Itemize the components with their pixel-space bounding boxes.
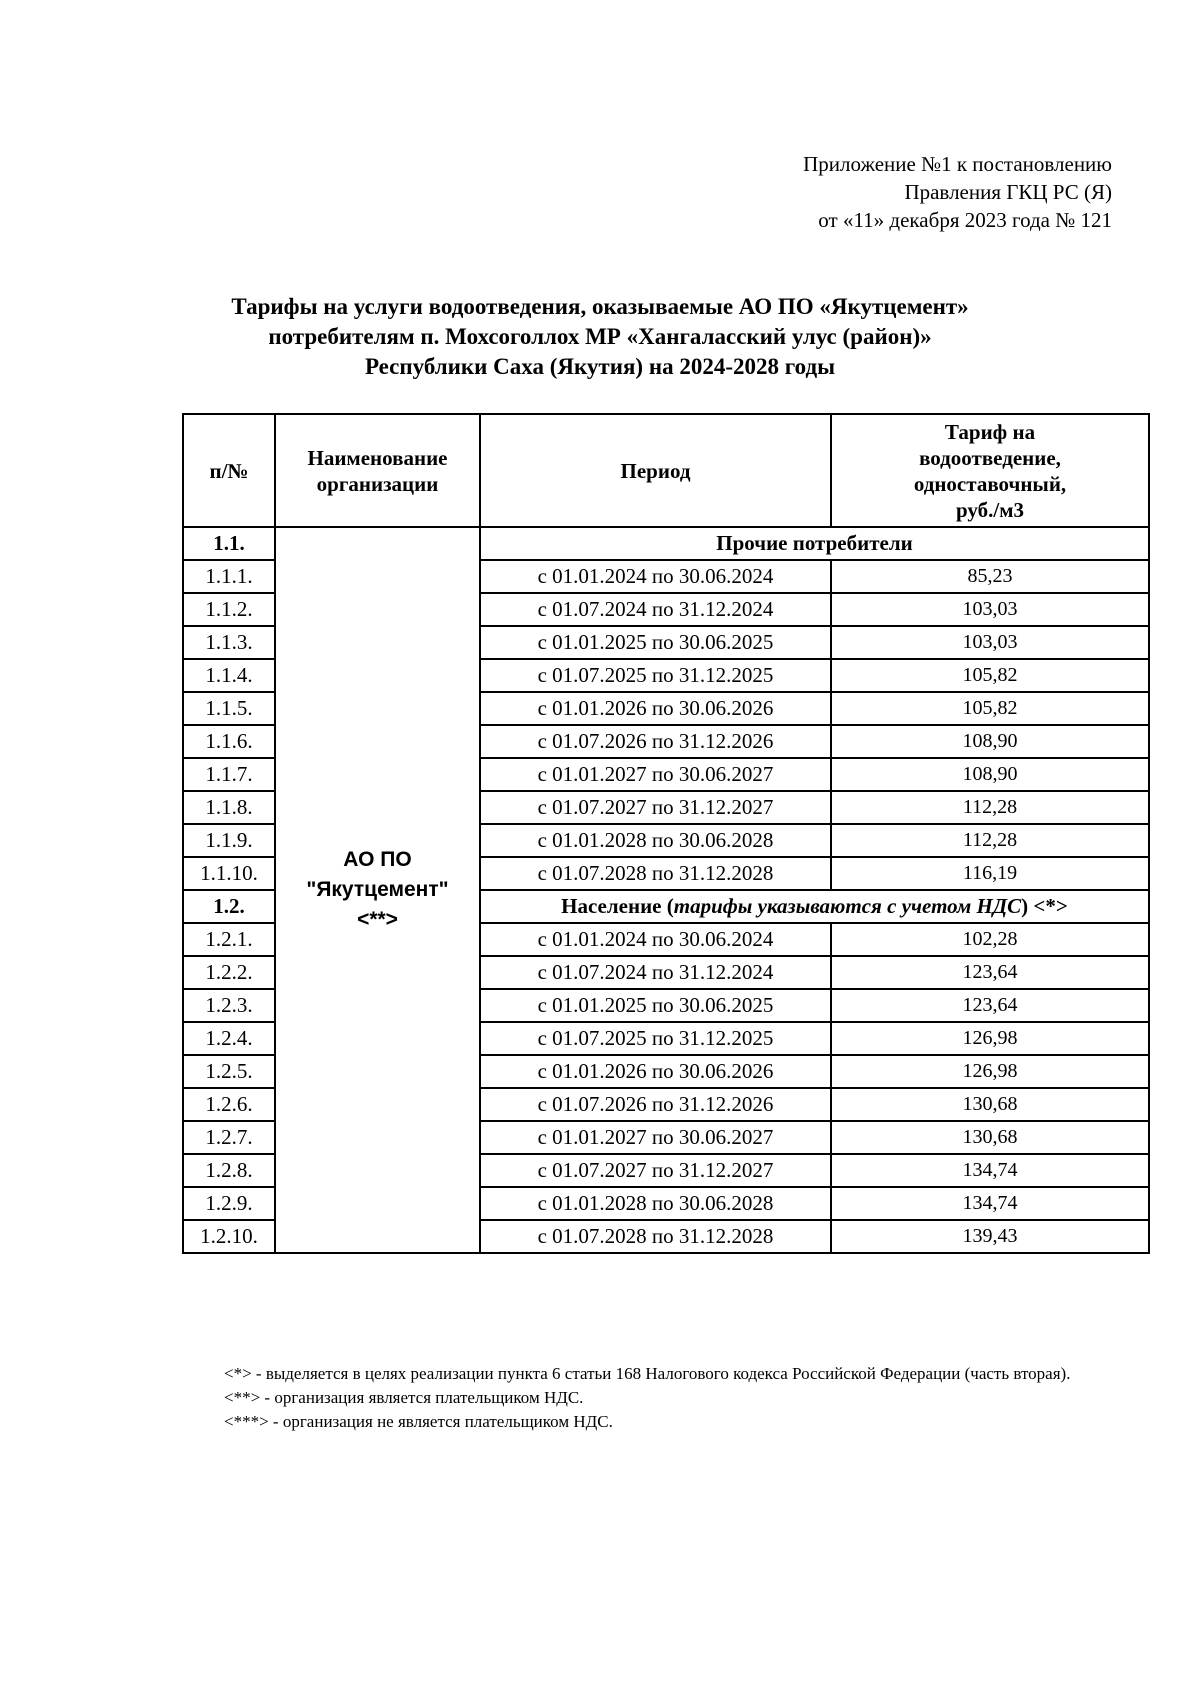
row-period: с 01.07.2025 по 31.12.2025 (480, 1022, 831, 1055)
section-number: 1.2. (183, 890, 275, 923)
row-period: с 01.01.2024 по 30.06.2024 (480, 923, 831, 956)
header-period: Период (480, 414, 831, 527)
title-line-1: Тарифы на услуги водоотведения, оказываемые АО ПО «Якутцемент» (231, 294, 969, 319)
header-tariff-line-1: Тариф на (944, 419, 1036, 444)
row-number: 1.2.2. (183, 956, 275, 989)
appendix-line-3: от «11» декабря 2023 года № 121 (818, 208, 1112, 232)
row-period: с 01.01.2028 по 30.06.2028 (480, 1187, 831, 1220)
header-tariff-line-4: руб./м3 (955, 497, 1024, 522)
row-period: с 01.07.2027 по 31.12.2027 (480, 791, 831, 824)
section-label-end: ) <*> (1021, 894, 1068, 918)
organization-line-3: <**> (357, 908, 398, 931)
row-number: 1.2.9. (183, 1187, 275, 1220)
row-tariff: 108,90 (831, 725, 1149, 758)
row-tariff: 123,64 (831, 989, 1149, 1022)
row-number: 1.2.1. (183, 923, 275, 956)
row-tariff: 85,23 (831, 560, 1149, 593)
row-period: с 01.01.2026 по 30.06.2026 (480, 692, 831, 725)
header-tariff-line-3: одноставочный, (913, 471, 1067, 496)
row-number: 1.1.9. (183, 824, 275, 857)
row-tariff: 108,90 (831, 758, 1149, 791)
row-number: 1.1.5. (183, 692, 275, 725)
row-number: 1.2.10. (183, 1220, 275, 1253)
row-tariff: 103,03 (831, 626, 1149, 659)
row-number: 1.2.3. (183, 989, 275, 1022)
row-tariff: 112,28 (831, 824, 1149, 857)
footnotes (172, 1362, 1116, 1434)
row-number: 1.1.7. (183, 758, 275, 791)
row-number: 1.1.3. (183, 626, 275, 659)
section-label-main: Население ( (561, 894, 674, 918)
section-label-italic: тарифы указываются с учетом НДС (673, 894, 1022, 918)
section-row-other-consumers (183, 527, 1149, 560)
tariff-table (182, 413, 1150, 1254)
header-organization-line-1: Наименование (307, 445, 448, 470)
row-tariff: 102,28 (831, 923, 1149, 956)
appendix-line-2: Правления ГКЦ РС (Я) (904, 180, 1112, 204)
row-number: 1.1.2. (183, 593, 275, 626)
row-tariff: 105,82 (831, 659, 1149, 692)
row-number: 1.1.8. (183, 791, 275, 824)
row-period: с 01.07.2026 по 31.12.2026 (480, 725, 831, 758)
row-period: с 01.01.2025 по 30.06.2025 (480, 989, 831, 1022)
header-organization-line-2: организации (316, 471, 439, 496)
row-tariff: 103,03 (831, 593, 1149, 626)
row-tariff: 112,28 (831, 791, 1149, 824)
row-number: 1.2.6. (183, 1088, 275, 1121)
row-number: 1.1.10. (183, 857, 275, 890)
row-period: с 01.07.2026 по 31.12.2026 (480, 1088, 831, 1121)
organization-line-1: АО ПО (343, 848, 412, 871)
row-number: 1.2.5. (183, 1055, 275, 1088)
row-number: 1.2.8. (183, 1154, 275, 1187)
row-period: с 01.07.2027 по 31.12.2027 (480, 1154, 831, 1187)
row-tariff: 134,74 (831, 1187, 1149, 1220)
header-number: п/№ (183, 414, 275, 527)
row-period: с 01.01.2025 по 30.06.2025 (480, 626, 831, 659)
organization-line-2: "Якутцемент" (306, 878, 449, 901)
footnote-vat-payer: <**> - организация является плательщиком НДС. (224, 1388, 584, 1407)
title-line-3: Республики Саха (Якутия) на 2024-2028 годы (364, 354, 836, 379)
row-period: с 01.07.2024 по 31.12.2024 (480, 593, 831, 626)
row-period: с 01.07.2028 по 31.12.2028 (480, 857, 831, 890)
row-period: с 01.07.2025 по 31.12.2025 (480, 659, 831, 692)
row-tariff: 130,68 (831, 1121, 1149, 1154)
row-number: 1.1.4. (183, 659, 275, 692)
header-organization (275, 414, 480, 527)
row-tariff: 123,64 (831, 956, 1149, 989)
appendix-reference (803, 150, 1112, 234)
row-period: с 01.01.2027 по 30.06.2027 (480, 1121, 831, 1154)
table-header-row (183, 414, 1149, 527)
row-tariff: 126,98 (831, 1022, 1149, 1055)
row-tariff: 139,43 (831, 1220, 1149, 1253)
title-line-2: потребителям п. Мохсоголлох МР «Хангаласский улус (район)» (268, 324, 932, 349)
header-tariff (831, 414, 1149, 527)
section-label (480, 890, 1149, 923)
row-number: 1.2.4. (183, 1022, 275, 1055)
row-period: с 01.01.2024 по 30.06.2024 (480, 560, 831, 593)
row-number: 1.1.1. (183, 560, 275, 593)
row-tariff: 134,74 (831, 1154, 1149, 1187)
row-period: с 01.07.2028 по 31.12.2028 (480, 1220, 831, 1253)
row-period: с 01.07.2024 по 31.12.2024 (480, 956, 831, 989)
row-number: 1.2.7. (183, 1121, 275, 1154)
row-number: 1.1.6. (183, 725, 275, 758)
row-tariff: 130,68 (831, 1088, 1149, 1121)
row-tariff: 105,82 (831, 692, 1149, 725)
document-title (0, 292, 1200, 382)
row-tariff: 116,19 (831, 857, 1149, 890)
section-number: 1.1. (183, 527, 275, 560)
row-period: с 01.01.2028 по 30.06.2028 (480, 824, 831, 857)
header-tariff-line-2: водоотведение, (919, 445, 1061, 470)
footnote-vat-allocation: <*> - выделяется в целях реализации пункта 6 статьи 168 Налогового кодекса Российской Федерации (часть вторая). (224, 1364, 1071, 1383)
row-period: с 01.01.2027 по 30.06.2027 (480, 758, 831, 791)
appendix-line-1: Приложение №1 к постановлению (803, 152, 1112, 176)
row-tariff: 126,98 (831, 1055, 1149, 1088)
section-label: Прочие потребители (480, 527, 1149, 560)
row-period: с 01.01.2026 по 30.06.2026 (480, 1055, 831, 1088)
footnote-non-vat-payer: <***> - организация не является плательщиком НДС. (224, 1412, 613, 1431)
organization-cell (275, 527, 480, 1253)
